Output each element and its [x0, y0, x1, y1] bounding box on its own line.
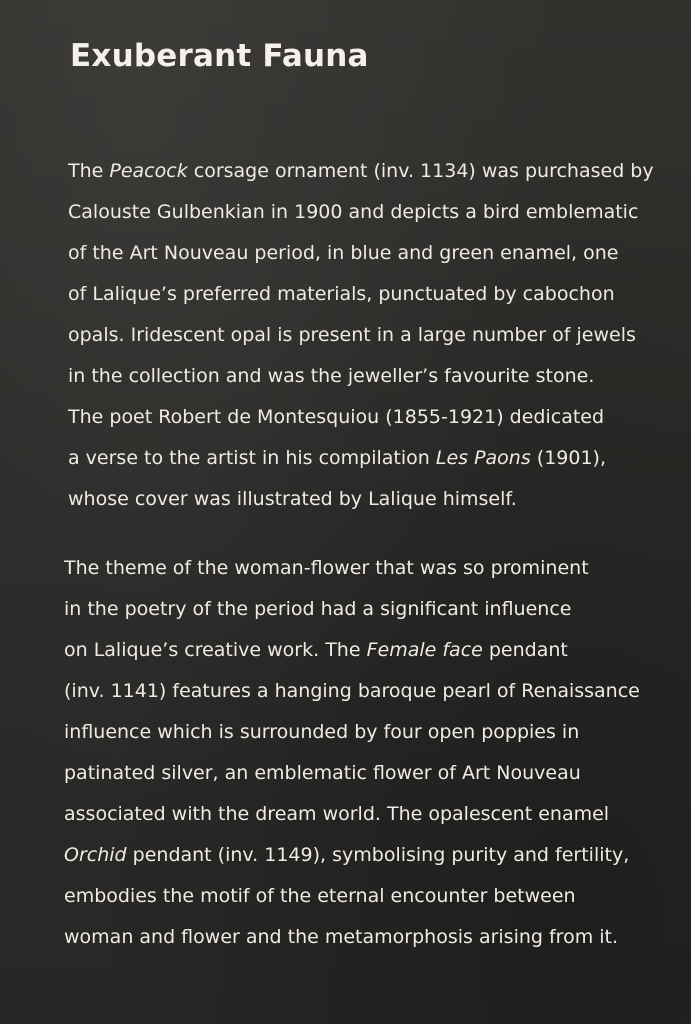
text-line: in the collection and was the jeweller’s favourite stone.: [68, 365, 595, 387]
text-line: (inv. 1141) features a hanging baroque pearl of Renaissance: [64, 680, 640, 702]
text-line: associated with the dream world. The opalescent enamel: [64, 803, 610, 825]
text-line: The theme of the woman-flower that was so prominent: [64, 557, 589, 579]
text-line: woman and flower and the metamorphosis arising from it.: [64, 926, 619, 948]
text-line: Orchid pendant (inv. 1149), symbolising purity and fertility,: [64, 844, 630, 866]
text-line: of Lalique’s preferred materials, punctuated by cabochon: [68, 283, 615, 305]
paragraph-peacock: [68, 151, 654, 520]
text-line: Calouste Gulbenkian in 1900 and depicts a bird emblematic: [68, 201, 639, 223]
text-line: whose cover was illustrated by Lalique himself.: [68, 488, 517, 510]
paragraph-woman-flower: [64, 548, 640, 958]
text-line: in the poetry of the period had a significant influence: [64, 598, 572, 620]
text-line: of the Art Nouveau period, in blue and green enamel, one: [68, 242, 619, 264]
text-line: opals. Iridescent opal is present in a large number of jewels: [68, 324, 636, 346]
text-line: on Lalique’s creative work. The Female face pendant: [64, 639, 568, 661]
text-line: The poet Robert de Montesquiou (1855-1921) dedicated: [68, 406, 605, 428]
text-line: embodies the motif of the eternal encounter between: [64, 885, 576, 907]
text-line: a verse to the artist in his compilation Les Paons (1901),: [68, 447, 607, 469]
text-line: patinated silver, an emblematic flower of Art Nouveau: [64, 762, 581, 784]
text-line: influence which is surrounded by four open poppies in: [64, 721, 580, 743]
text-line: The Peacock corsage ornament (inv. 1134) was purchased by: [68, 160, 654, 182]
label-title: Exuberant Fauna: [70, 38, 369, 74]
